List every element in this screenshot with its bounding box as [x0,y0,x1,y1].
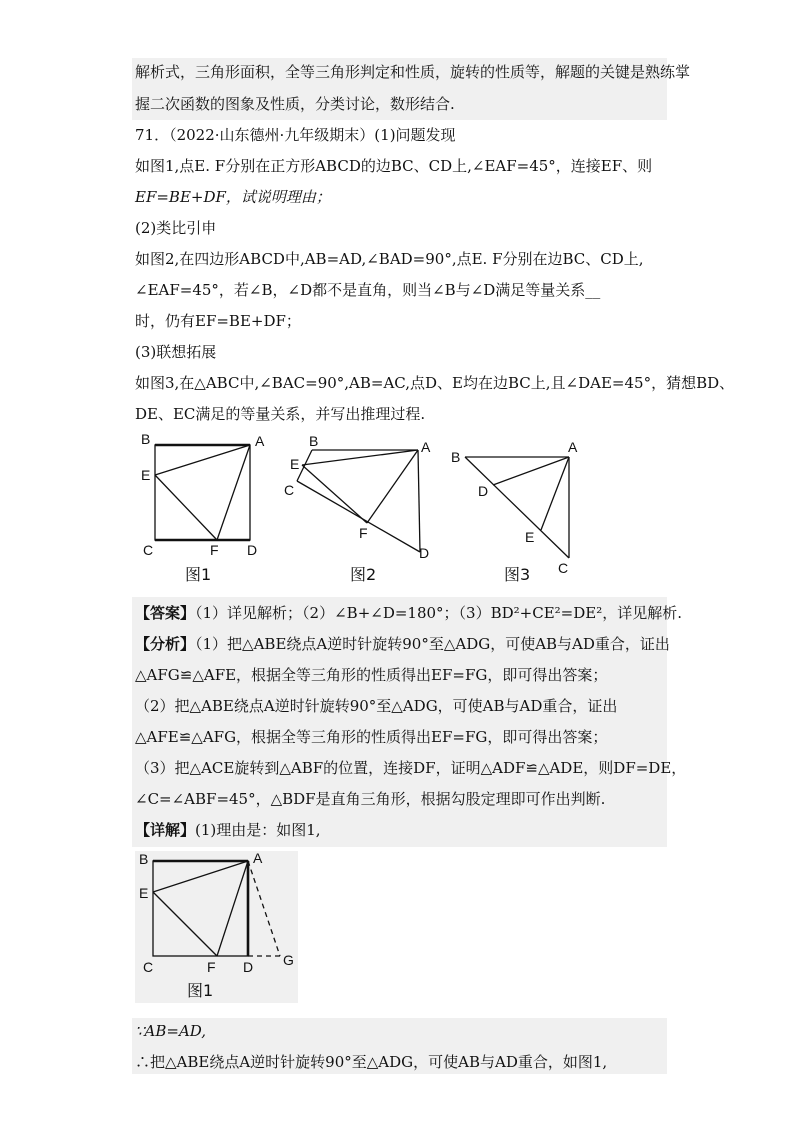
detail-line3: ∴把△ABE绕点A逆时针旋转90°至△ADG，可使AB与AD重合，如图1, [135,1053,608,1071]
fig1b-label-A: A [253,850,263,866]
analysis-tail-line2: 握二次函数的图象及性质，分类讨论，数形结合. [135,95,455,113]
problem-part2-line2: ∠EAF=45°，若∠B，∠D都不是直角，则当∠B与∠D满足等量关系__ [135,281,601,299]
fig3-label-D: D [478,483,489,499]
fig2-label-A: A [421,439,431,455]
fig2-label-B: B [309,433,319,449]
fig2-label-D: D [419,545,430,561]
answer-tag: 【答案】 [135,604,196,622]
problem-header: 71．（2022·山东德州·九年级期末）(1)问题发现 [135,126,456,144]
fig1b-label-F: F [207,959,216,975]
answer-line [135,603,682,623]
problem-part3-line1: 如图3,在△ABC中,∠BAC=90°,AB=AC,点D、E均在边BC上,且∠DAE=45°，猜想BD、 [135,374,735,392]
fig3-label-E: E [525,529,535,545]
fig1b-caption: 图1 [187,981,214,1000]
problem-part3-line2: DE、EC满足的等量关系，并写出推理过程. [135,405,426,423]
fig3-label-B: B [451,449,461,465]
detail-tag: 【详解】 [135,821,196,839]
analysis-text1: （1）把△ABE绕点A逆时针旋转90°至△ADG，可使AB与AD重合，证出 [195,635,670,653]
figure-1 [135,430,265,590]
problem-part3-title: (3)联想拓展 [135,343,217,361]
problem-part2-line3: 时，仍有EF=BE+DF； [135,312,301,330]
fig3-label-C: C [558,560,569,576]
fig1-label-F: F [210,542,219,558]
fig1-caption: 图1 [185,565,212,584]
analysis-line3: （2）把△ABE绕点A逆时针旋转90°至△ADG，可使AB与AD重合，证出 [135,697,618,715]
problem-part2-line1: 如图2,在四边形ABCD中,AB=AD,∠BAD=90°,点E. F分别在边BC、CD上, [135,250,644,268]
detail-line1 [135,820,321,840]
fig1-label-E: E [141,467,151,483]
analysis-line2: △AFG≌△AFE，根据全等三角形的性质得出EF=FG，即可得出答案； [135,666,608,684]
analysis-tail-line1: 解析式，三角形面积，全等三角形判定和性质，旋转的性质等，解题的关键是熟练掌 [135,63,691,81]
fig2-label-F: F [359,525,368,541]
analysis-line1 [135,634,670,654]
detail-text1: (1)理由是：如图1, [195,821,321,839]
fig1b-label-E: E [139,885,149,901]
analysis-line5: （3）把△ACE旋转到△ABF的位置，连接DF，证明△ADF≌△ADE，则DF=DE， [135,759,687,777]
problem-part1-line1: 如图1,点E. F分别在正方形ABCD的边BC、CD上,∠EAF=45°，连接EF、则 [135,157,653,175]
detail-line2: ∵AB=AD, [135,1022,207,1040]
fig1-label-D: D [247,542,258,558]
problem-part2-title: (2)类比引申 [135,219,217,237]
fig1-label-C: C [143,542,154,558]
analysis-tag: 【分析】 [135,635,196,653]
fig2-caption: 图2 [350,565,377,584]
analysis-line4: △AFE≌△AFG，根据全等三角形的性质得出EF=FG，即可得出答案； [135,728,608,746]
fig1-label-A: A [255,433,265,449]
fig2-label-E: E [290,456,300,472]
figure-3 [448,430,588,590]
problem-part1-line2: EF=BE+DF，试说明理由； [135,188,331,206]
fig2-label-C: C [284,482,295,498]
figure-2 [280,430,440,590]
fig1-label-B: B [141,431,151,447]
fig1b-label-C: C [143,959,154,975]
answer-text: （1）详见解析；（2）∠B+∠D=180°；（3）BD²+CE²=DE²，详见解析. [195,604,682,622]
fig3-label-A: A [568,439,578,455]
fig1b-label-G: G [283,952,294,968]
analysis-line6: ∠C=∠ABF=45°，△BDF是直角三角形，根据勾股定理即可作出判断. [135,790,606,808]
fig3-caption: 图3 [504,565,531,584]
figure-1-rotated [135,851,298,1003]
fig1b-label-B: B [139,851,149,867]
fig1b-label-D: D [243,959,254,975]
